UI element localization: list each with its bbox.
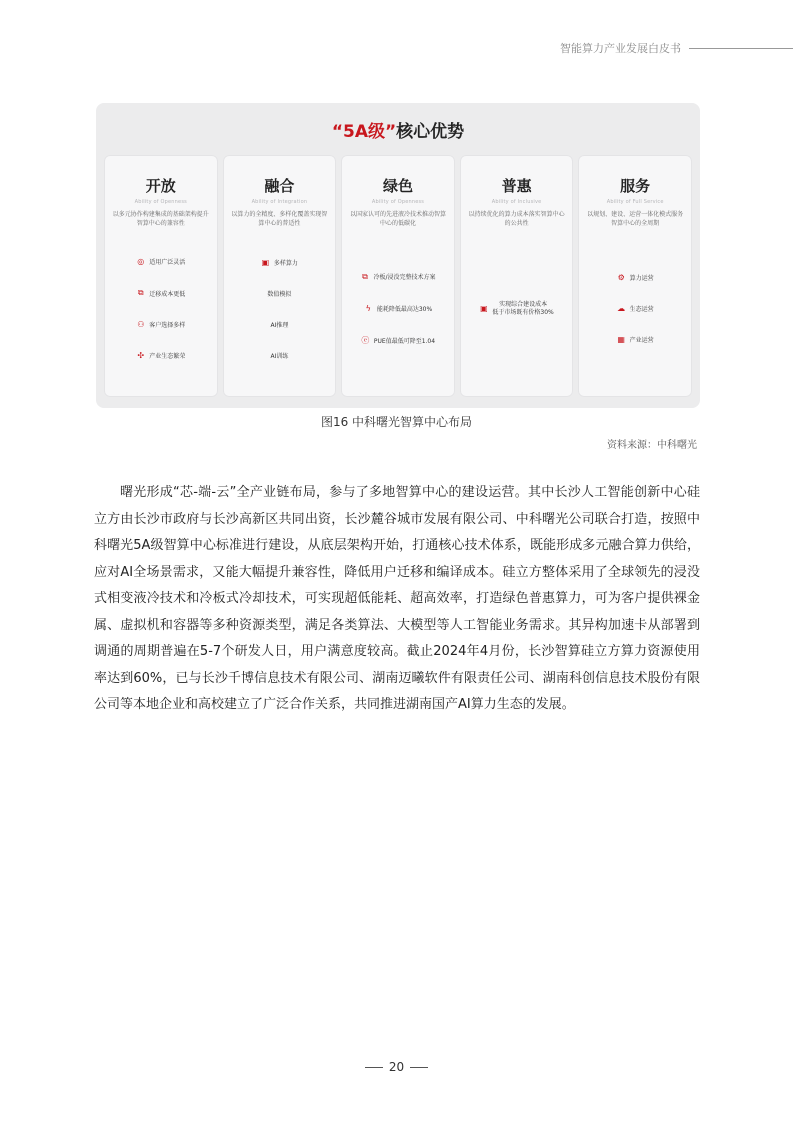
card-item (617, 273, 654, 282)
card-description: 以国家认可的先进液冷技术推动智算中心的低碳化 (349, 211, 446, 227)
card-item (136, 351, 185, 360)
figure-title (96, 117, 700, 142)
advantage-cards (104, 155, 692, 397)
pue-icon: ⓔ (361, 335, 370, 345)
page-number-dash-right (410, 1067, 428, 1068)
card-item-label: 产业生态繁荣 (149, 353, 186, 360)
operation-icon: ⚙ (617, 273, 625, 282)
card-item (361, 335, 435, 346)
card-item (360, 272, 435, 282)
card-subtitle: Ability of Full Service (606, 199, 664, 205)
card-description: 以持续优化的算力成本落实智算中心的公共性 (468, 211, 565, 227)
card-description: 以多元协作构建集成的基础架构提升智算中心的兼容性 (112, 211, 209, 227)
cost-icon: ▣ (480, 304, 488, 313)
card-item-label: 冷板/浸没完整技术方案 (373, 274, 436, 281)
card-item-label: 算力运营 (629, 275, 654, 282)
card-title: 绿色 (382, 177, 413, 195)
card-item-label: 数值模拟 (267, 290, 292, 298)
card-item (136, 288, 185, 298)
header-rule (689, 48, 793, 49)
card-item-list (223, 228, 337, 397)
card-subtitle: Ability of Openness (134, 199, 187, 205)
target-icon: ◎ (137, 257, 145, 266)
card-item-label: 产业运营 (629, 337, 654, 344)
page-number-dash-left (365, 1067, 383, 1068)
figure-source: 资料来源：中科曙光 (607, 440, 697, 451)
card-item (479, 301, 553, 317)
card-title: 普惠 (501, 177, 532, 195)
building-icon: ▦ (617, 335, 625, 344)
page-footer (0, 1060, 793, 1074)
card-item (136, 320, 185, 329)
card-item (136, 257, 185, 266)
card-description: 以算力的全精度、多样化覆盖实现智算中心的普适性 (231, 211, 328, 227)
migrate-icon: ⧉ (137, 288, 144, 297)
ecosystem-icon: ✣ (137, 351, 145, 360)
running-header (560, 38, 793, 58)
figure-5a-advantages (96, 103, 700, 408)
card-item (617, 335, 654, 344)
card-item (364, 304, 432, 313)
card-item (617, 304, 654, 313)
figure-title-rest: 核心优势 (396, 122, 465, 142)
people-icon: ⚇ (137, 320, 145, 329)
card-title: 融合 (264, 177, 295, 195)
compute-icon: ▣ (261, 257, 270, 267)
advantage-card (104, 155, 218, 397)
card-item-label: 实现综合建设成本 低于市场既有价格30% (492, 300, 554, 316)
advantage-card (341, 155, 455, 397)
card-item-label: AI推理 (270, 321, 289, 329)
card-item-list (460, 228, 574, 397)
body-paragraph: 曙光形成“芯-端-云”全产业链布局，参与了多地智算中心的建设运营。其中长沙人工智能创新中心硅立方由长沙市政府与长沙高新区共同出资，长沙麓谷城市发展有限公司、中科曙光公司联合打造，按照中科曙光5A级智算中心标准进行建设，从底层架构开始，打通核心技术体系，既能形成多元融合算力供给，应对AI全场景需求，又能大幅提升兼容性，降低用户迁移和编译成本。硅立方整体采用了全球领先的浸没式相变液冷技术和冷板式冷却技术，可实现超低能耗、超高效率，打造绿色普惠算力，可为客户提供裸金属、虚拟机和容器等多种资源类型，满足各类算法、大模型等人工智能业务需求。其异构加速卡从部署到调通的周期普遍在5-7个研发人日，用户满意度较高。截止2024年4月份，长沙智算硅立方算力资源使用率达到60%，已与长沙千博信息技术有限公司、湖南迈曦软件有限责任公司、湖南科创信息技术股份有限公司等本地企业和高校建立了广泛合作关系，共同推进湖南国产AI算力生态的发展。 (94, 485, 700, 712)
card-subtitle: Ability of Inclusive (491, 199, 542, 205)
card-subtitle: Ability of Openness (371, 199, 425, 205)
card-item-list (104, 228, 218, 397)
advantage-card (460, 155, 574, 397)
figure-caption: 图16 中科曙光智算中心布局 (320, 415, 473, 429)
card-subtitle: Ability of Integration (251, 199, 308, 205)
energy-icon: ϟ (365, 303, 371, 313)
card-item-label: 迁移成本更低 (149, 290, 186, 298)
card-item (267, 289, 291, 298)
card-title: 开放 (145, 177, 176, 195)
cloud-icon: ☁ (617, 304, 626, 313)
card-item-label: 生态运营 (629, 306, 654, 313)
card-item-list (578, 228, 692, 397)
card-item-label: 多样算力 (273, 259, 298, 267)
card-item-list (341, 228, 455, 397)
card-item-label: PUE值最低可降至1.04 (373, 337, 436, 345)
card-item-label: 能耗降低最高达30% (376, 305, 433, 313)
card-item-label: 客户选择多样 (149, 322, 186, 329)
card-item (261, 258, 298, 267)
advantage-card (578, 155, 692, 397)
figure-title-highlight: “5A级” (331, 122, 397, 142)
card-item (270, 320, 288, 329)
card-item-label: AI训练 (270, 352, 289, 360)
advantage-card (223, 155, 337, 397)
cooling-icon: ⧉ (362, 271, 368, 281)
card-item-label: 适用广泛灵活 (149, 259, 186, 266)
card-description: 以规划、建设、运营一体化模式服务智算中心的全周期 (587, 211, 684, 227)
page-number: 20 (388, 1060, 405, 1074)
card-item (270, 351, 288, 360)
card-title: 服务 (620, 177, 651, 195)
header-title: 智能算力产业发展白皮书 (560, 42, 681, 55)
